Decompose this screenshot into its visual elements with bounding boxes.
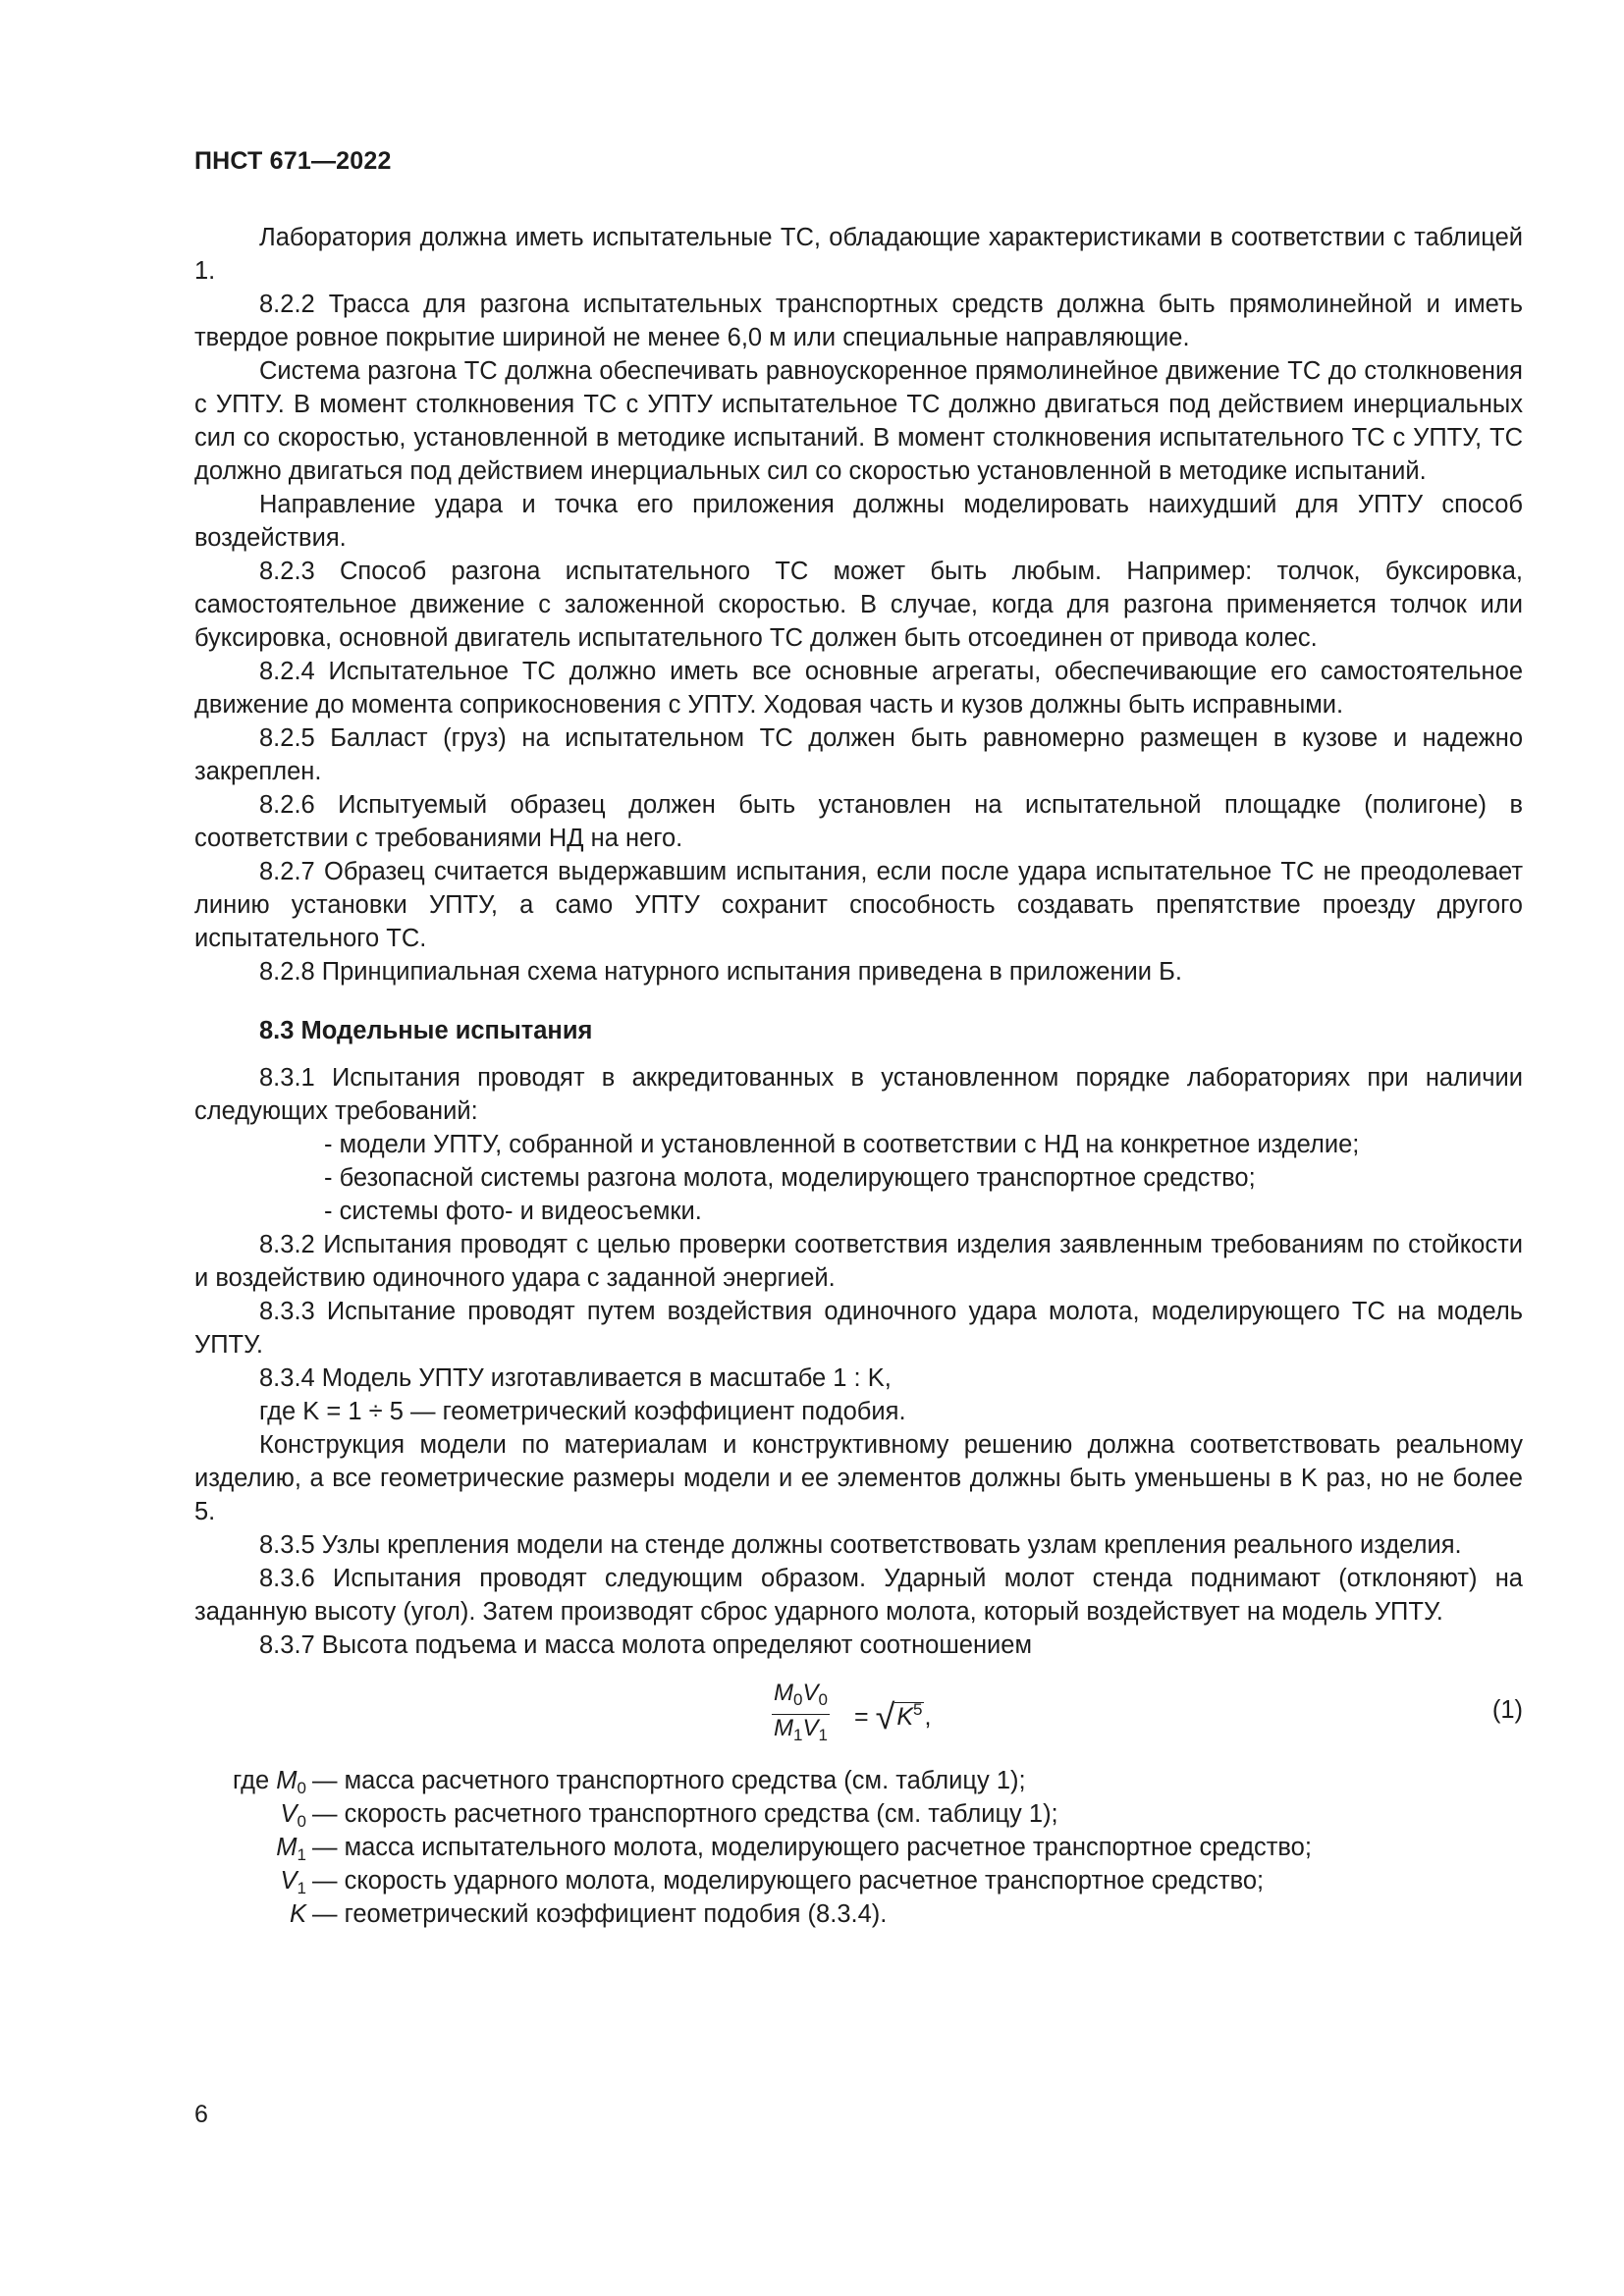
- list-item: - системы фото- и видеосъемки.: [324, 1198, 702, 1225]
- symbol: $M_1$: [276, 1834, 306, 1864]
- paragraph: 8.2.7 Образец считается выдержавшим испытания, если после удара испытательное ТС не преодолевает линию установки УПТУ, а само УПТУ сохранит способность создавать препятствие проезду другого испытательного ТС.: [194, 858, 1523, 952]
- definition-row: [194, 1764, 1523, 1797]
- radicand: $K^5$: [896, 1700, 923, 1731]
- definition-row: [194, 1864, 1523, 1897]
- section-heading: 8.3 Модельные испытания: [259, 1017, 593, 1044]
- square-root-icon: √: [875, 1696, 895, 1736]
- definition-row: [194, 1831, 1523, 1864]
- equation-fraction: [772, 1680, 830, 1749]
- symbol: где $M_0$: [232, 1767, 306, 1797]
- paragraph: 8.3.1 Испытания проводят в аккредитованных в установленном порядке лабораториях при наличии следующих требований:: [194, 1064, 1523, 1125]
- paragraph: 8.3.7 Высота подъема и масса молота определяют соотношением: [259, 1631, 1033, 1659]
- symbol: K: [289, 1900, 306, 1928]
- page-number: 6: [194, 2101, 208, 2128]
- fraction-numerator: $M_0V_0$: [772, 1680, 830, 1715]
- paragraph: где K = 1 ÷ 5 — геометрический коэффициент подобия.: [259, 1398, 906, 1425]
- paragraph: 8.2.6 Испытуемый образец должен быть установлен на испытательной площадке (полигоне) в соответствии с требованиями НД на него.: [194, 791, 1523, 852]
- paragraph: 8.3.6 Испытания проводят следующим образом. Ударный молот стенда поднимают (отклоняют) на заданную высоту (угол). Затем производят сброс ударного молота, который воздействует на модель УПТУ.: [194, 1565, 1523, 1626]
- symbol-description: — скорость расчетного транспортного средства (см. таблицу 1);: [312, 1800, 1058, 1828]
- paragraph: 8.3.5 Узлы крепления модели на стенде должны соответствовать узлам крепления реального изделия.: [259, 1531, 1462, 1559]
- symbol-description: — масса испытательного молота, моделирующего расчетное транспортное средство;: [312, 1834, 1312, 1861]
- document-body: [194, 221, 1523, 1931]
- paragraph: 8.2.3 Способ разгона испытательного ТС может быть любым. Например: толчок, буксировка, самостоятельное движение с заложенной скоростью. В случае, когда для разгона применяется толчок или буксировка, основной двигатель испытательного ТС должен быть отсоединен от привода колес.: [194, 558, 1523, 652]
- symbol-description: — скорость ударного молота, моделирующего расчетное транспортное средство;: [312, 1867, 1265, 1895]
- definition-row: [194, 1897, 1523, 1931]
- paragraph: Конструкция модели по материалам и конструктивному решению должна соответствовать реальному изделию, а все геометрические размеры модели и ее элементов должны быть уменьшены в K раз, но не более 5.: [194, 1431, 1523, 1525]
- fraction-denominator: $M_1V_1$: [774, 1715, 828, 1744]
- paragraph: 8.2.2 Трасса для разгона испытательных транспортных средств должна быть прямолинейной и иметь твердое ровное покрытие шириной не менее 6,0 м или специальные направляющие.: [194, 291, 1523, 351]
- symbol: $V_1$: [280, 1867, 306, 1897]
- paragraph: Лаборатория должна иметь испытательные ТС, обладающие характеристиками в соответствии с таблицей 1.: [194, 224, 1523, 285]
- paragraph: 8.3.4 Модель УПТУ изготавливается в масштабе 1 : K,: [259, 1364, 892, 1392]
- paragraph: Система разгона ТС должна обеспечивать равноускоренное прямолинейное движение ТС до столкновения с УПТУ. В момент столкновения ТС с УПТУ испытательное ТС должно двигаться под действием инерциальных сил со скоростью, установленной в методике испытаний. В момент столкновения испытательного ТС с УПТУ, ТС должно двигаться под действием инерциальных сил со скоростью установленной в методике испытаний.: [194, 357, 1523, 485]
- symbol-description: — масса расчетного транспортного средства (см. таблицу 1);: [312, 1767, 1026, 1794]
- paragraph: 8.2.8 Принципиальная схема натурного испытания приведена в приложении Б.: [259, 958, 1182, 986]
- symbol: $V_0$: [280, 1800, 306, 1831]
- paragraph: Направление удара и точка его приложения должны моделировать наихудший для УПТУ способ воздействия.: [194, 491, 1523, 552]
- paragraph: 8.3.3 Испытание проводят путем воздействия одиночного удара молота, моделирующего ТС на модель УПТУ.: [194, 1298, 1523, 1359]
- equation-right-side: = $√K^5$,: [854, 1696, 932, 1736]
- symbol-description: — геометрический коэффициент подобия (8.3.4).: [312, 1900, 888, 1928]
- definition-row: [194, 1797, 1523, 1831]
- standard-header: ПНСТ 671—2022: [194, 147, 392, 175]
- symbol-definitions: [194, 1764, 1523, 1931]
- equation-1: [194, 1672, 1523, 1752]
- paragraph: 8.3.2 Испытания проводят с целью проверки соответствия изделия заявленным требованиям по стойкости и воздействию одиночного удара с заданной энергией.: [194, 1231, 1523, 1292]
- paragraph: 8.2.4 Испытательное ТС должно иметь все основные агрегаты, обеспечивающие его самостоятельное движение до момента соприкосновения с УПТУ. Ходовая часть и кузов должны быть исправными.: [194, 658, 1523, 719]
- list-item: - безопасной системы разгона молота, моделирующего транспортное средство;: [324, 1164, 1256, 1192]
- equation-number: (1): [1491, 1696, 1523, 1724]
- paragraph: 8.2.5 Балласт (груз) на испытательном ТС должен быть равномерно размещен в кузове и надежно закреплен.: [194, 724, 1523, 785]
- list-item: - модели УПТУ, собранной и установленной в соответствии с НД на конкретное изделие;: [324, 1131, 1360, 1158]
